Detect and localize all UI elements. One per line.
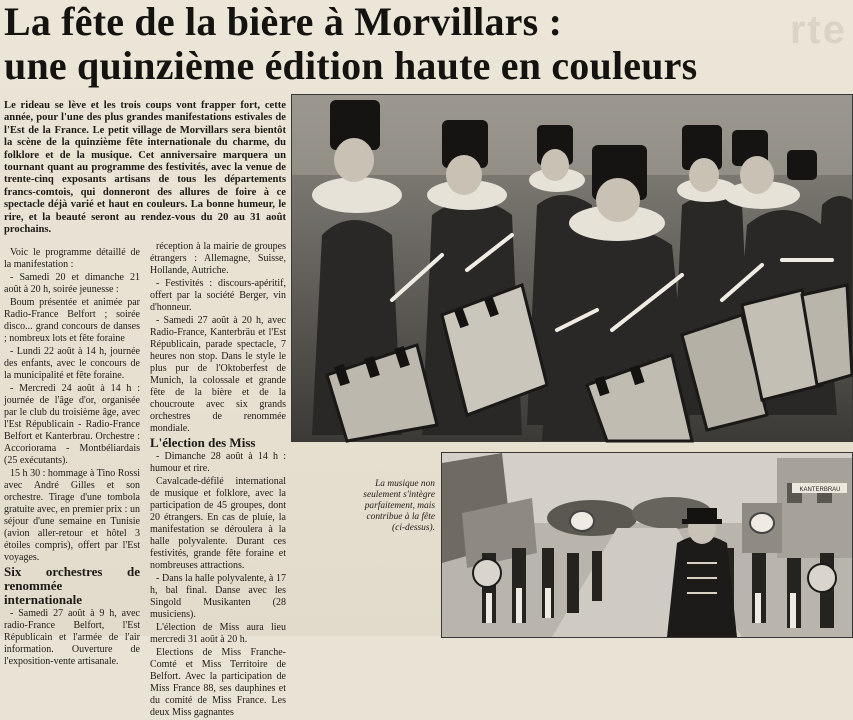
- paragraph: Elections de Miss Franche-Comté et Miss Territoire de Belfort. Avec la participation de Miss France 88, ses dauphines et du comité de Miss France. Les deux Miss gagnantes: [150, 647, 286, 718]
- shop-sign: KANTERBRAU: [799, 487, 841, 493]
- subheading-miss-election: L'élection des Miss: [150, 435, 256, 450]
- paragraph: Boum présentée et animée par Radio-France Belfort ; soirée disco... grand concours de danses ; nombreux lots et fête foraine: [4, 297, 140, 344]
- subheading-orchestras: Six orchestres de renommée internationale: [4, 564, 140, 607]
- text-column-2: [150, 241, 286, 720]
- paragraph: - Samedi 27 août à 9 h, avec radio-France Belfort, l'Est Républicain et l'armée de l'air information. Ouverture de l'exposition-vente artisanale.: [4, 608, 140, 667]
- paragraph: L'élection de Miss aura lieu mercredi 31 août à 20 h.: [150, 622, 286, 645]
- paragraph: - Festivités : discours-apéritif, offert par la société Berger, vin d'honneur.: [150, 278, 286, 313]
- paragraph: 15 h 30 : hommage à Tino Rossi avec André Gilles et son orchestre. Tirage d'une tombola gratuite avec, en premier prix : un séjour d'une semaine en Tunisie (avion aller-retour et hôtel 3 étoiles compris), offert par l'Est voyages.: [4, 468, 140, 563]
- paragraph: Voic le programme détaillé de la manifestation :: [4, 247, 140, 270]
- photo-caption: La musique non seulement s'intègre parfaitement, mais contribue à la fête (ci-dessus).: [363, 479, 435, 533]
- paragraph: réception à la mairie de groupes étrangers : Allemagne, Suisse, Hollande, Autriche.: [150, 241, 286, 276]
- paragraph: - Samedi 27 août à 20 h, avec Radio-France, Kanterbräu et l'Est Républicain, parade spectacle, 7 heures non stop. Dans le style le plus pur de l'Oktoberfest de Munich, la colossale et grande fête de la bière et de la choucroute avec six grands orchestres de renommée mondiale.: [150, 315, 286, 434]
- paragraph: - Dimanche 28 août à 14 h : humour et rire.: [150, 451, 286, 474]
- parade-photo: [441, 452, 853, 638]
- bleed-through-text: rte: [789, 8, 847, 52]
- paragraph: - Samedi 20 et dimanche 21 août à 20 h, soirée jeunesse :: [4, 272, 140, 295]
- paragraph: - Dans la halle polyvalente, à 17 h, bal final. Danse avec les Singold Musikanten (28 musiciens).: [150, 573, 286, 620]
- headline-line-1: La fête de la bière à Morvillars :: [4, 0, 563, 44]
- paragraph: - Lundi 22 août à 14 h, journée des enfants, avec le concours de la municipalité et fête foraine.: [4, 346, 140, 381]
- text-column-1: [4, 247, 140, 669]
- headline-line-2: une quinzième édition haute en couleurs: [4, 43, 698, 88]
- paragraph: - Mercredi 24 août à 14 h : journée de l'âge d'or, organisée par le club du troisième âge, avec l'Est Républicain - Radio-France Belfort et Kanterbrau. Orchestre : Accoriorama - Montbéliardais (25 exécutants).: [4, 383, 140, 466]
- paragraph: Cavalcade-défilé international de musique et folklore, avec la participation de 45 groupes, dont 20 étrangers. En cas de pluie, la manifestation se déroulera à la halle polyvalente. Durant ces festivités, grande fête foraine et nombreuses attractions.: [150, 476, 286, 571]
- drummers-photo: [291, 94, 853, 442]
- lead-paragraph: Le rideau se lève et les trois coups vont frapper fort, cette année, pour l'une des plus grandes manifestations estivales de l'Est de la France. Le petit village de Morvillars sera bientôt la scène de la quinzième fête internationale du charme, du folklore et de la musique. Cet anniversaire marquera un tournant quant au programme des festivités, avec la venue de trente-cinq exposants artisans de tous les départements francs-comtois, qui donneront des allures de foire à ce spectacle déjà varié et haut en couleurs. La bonne humeur, le rire, et la beauté seront au rendez-vous du 20 au 31 août prochains.: [4, 100, 286, 236]
